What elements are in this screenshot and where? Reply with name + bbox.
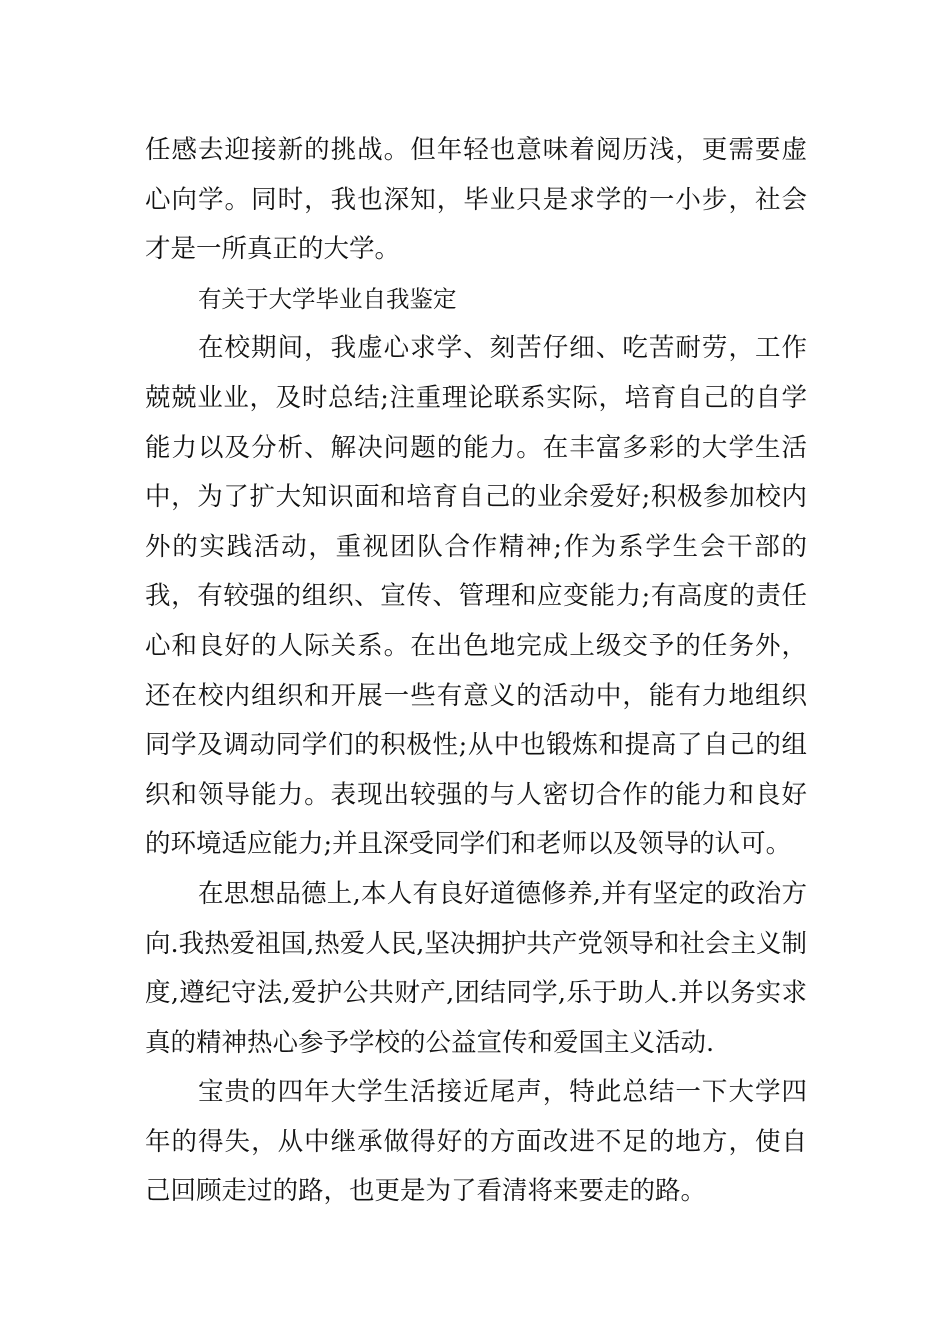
document-body bbox=[145, 126, 807, 1217]
paragraph-summary: 宝贵的四年大学生活接近尾声，特此总结一下大学四年的得失，从中继承做得好的方面改进不足的地方，使自己回顾走过的路，也更是为了看清将来要走的路。 bbox=[145, 1077, 807, 1207]
section-heading: 有关于大学毕业自我鉴定 bbox=[198, 284, 457, 313]
paragraph-continuation: 任感去迎接新的挑战。但年轻也意味着阅历浅，更需要虚心向学。同时，我也深知，毕业只是求学的一小步，社会才是一所真正的大学。 bbox=[145, 135, 807, 265]
paragraph-school-period: 在校期间，我虚心求学、刻苦仔细、吃苦耐劳，工作兢兢业业，及时总结;注重理论联系实际，培育自己的自学能力以及分析、解决问题的能力。在丰富多彩的大学生活中，为了扩大知识面和培育自己的业余爱好;积极参加校内外的实践活动，重视团队合作精神;作为系学生会干部的我，有较强的组织、宣传、管理和应变能力;有高度的责任心和良好的人际关系。在出色地完成上级交予的任务外，还在校内组织和开展一些有意义的活动中，能有力地组织同学及调动同学们的积极性;从中也锻炼和提高了自己的组织和领导能力。表现出较强的与人密切合作的能力和良好的环境适应能力;并且深受同学们和老师以及领导的认可。 bbox=[145, 333, 807, 860]
paragraph-moral-character: 在思想品德上,本人有良好道德修养,并有坚定的政治方向.我热爱祖国,热爱人民,坚决拥护共产党领导和社会主义制度,遵纪守法,爱护公共财产,团结同学,乐于助人.并以务实求真的精神热心参予学校的公益宣传和爱国主义活动. bbox=[145, 878, 807, 1058]
